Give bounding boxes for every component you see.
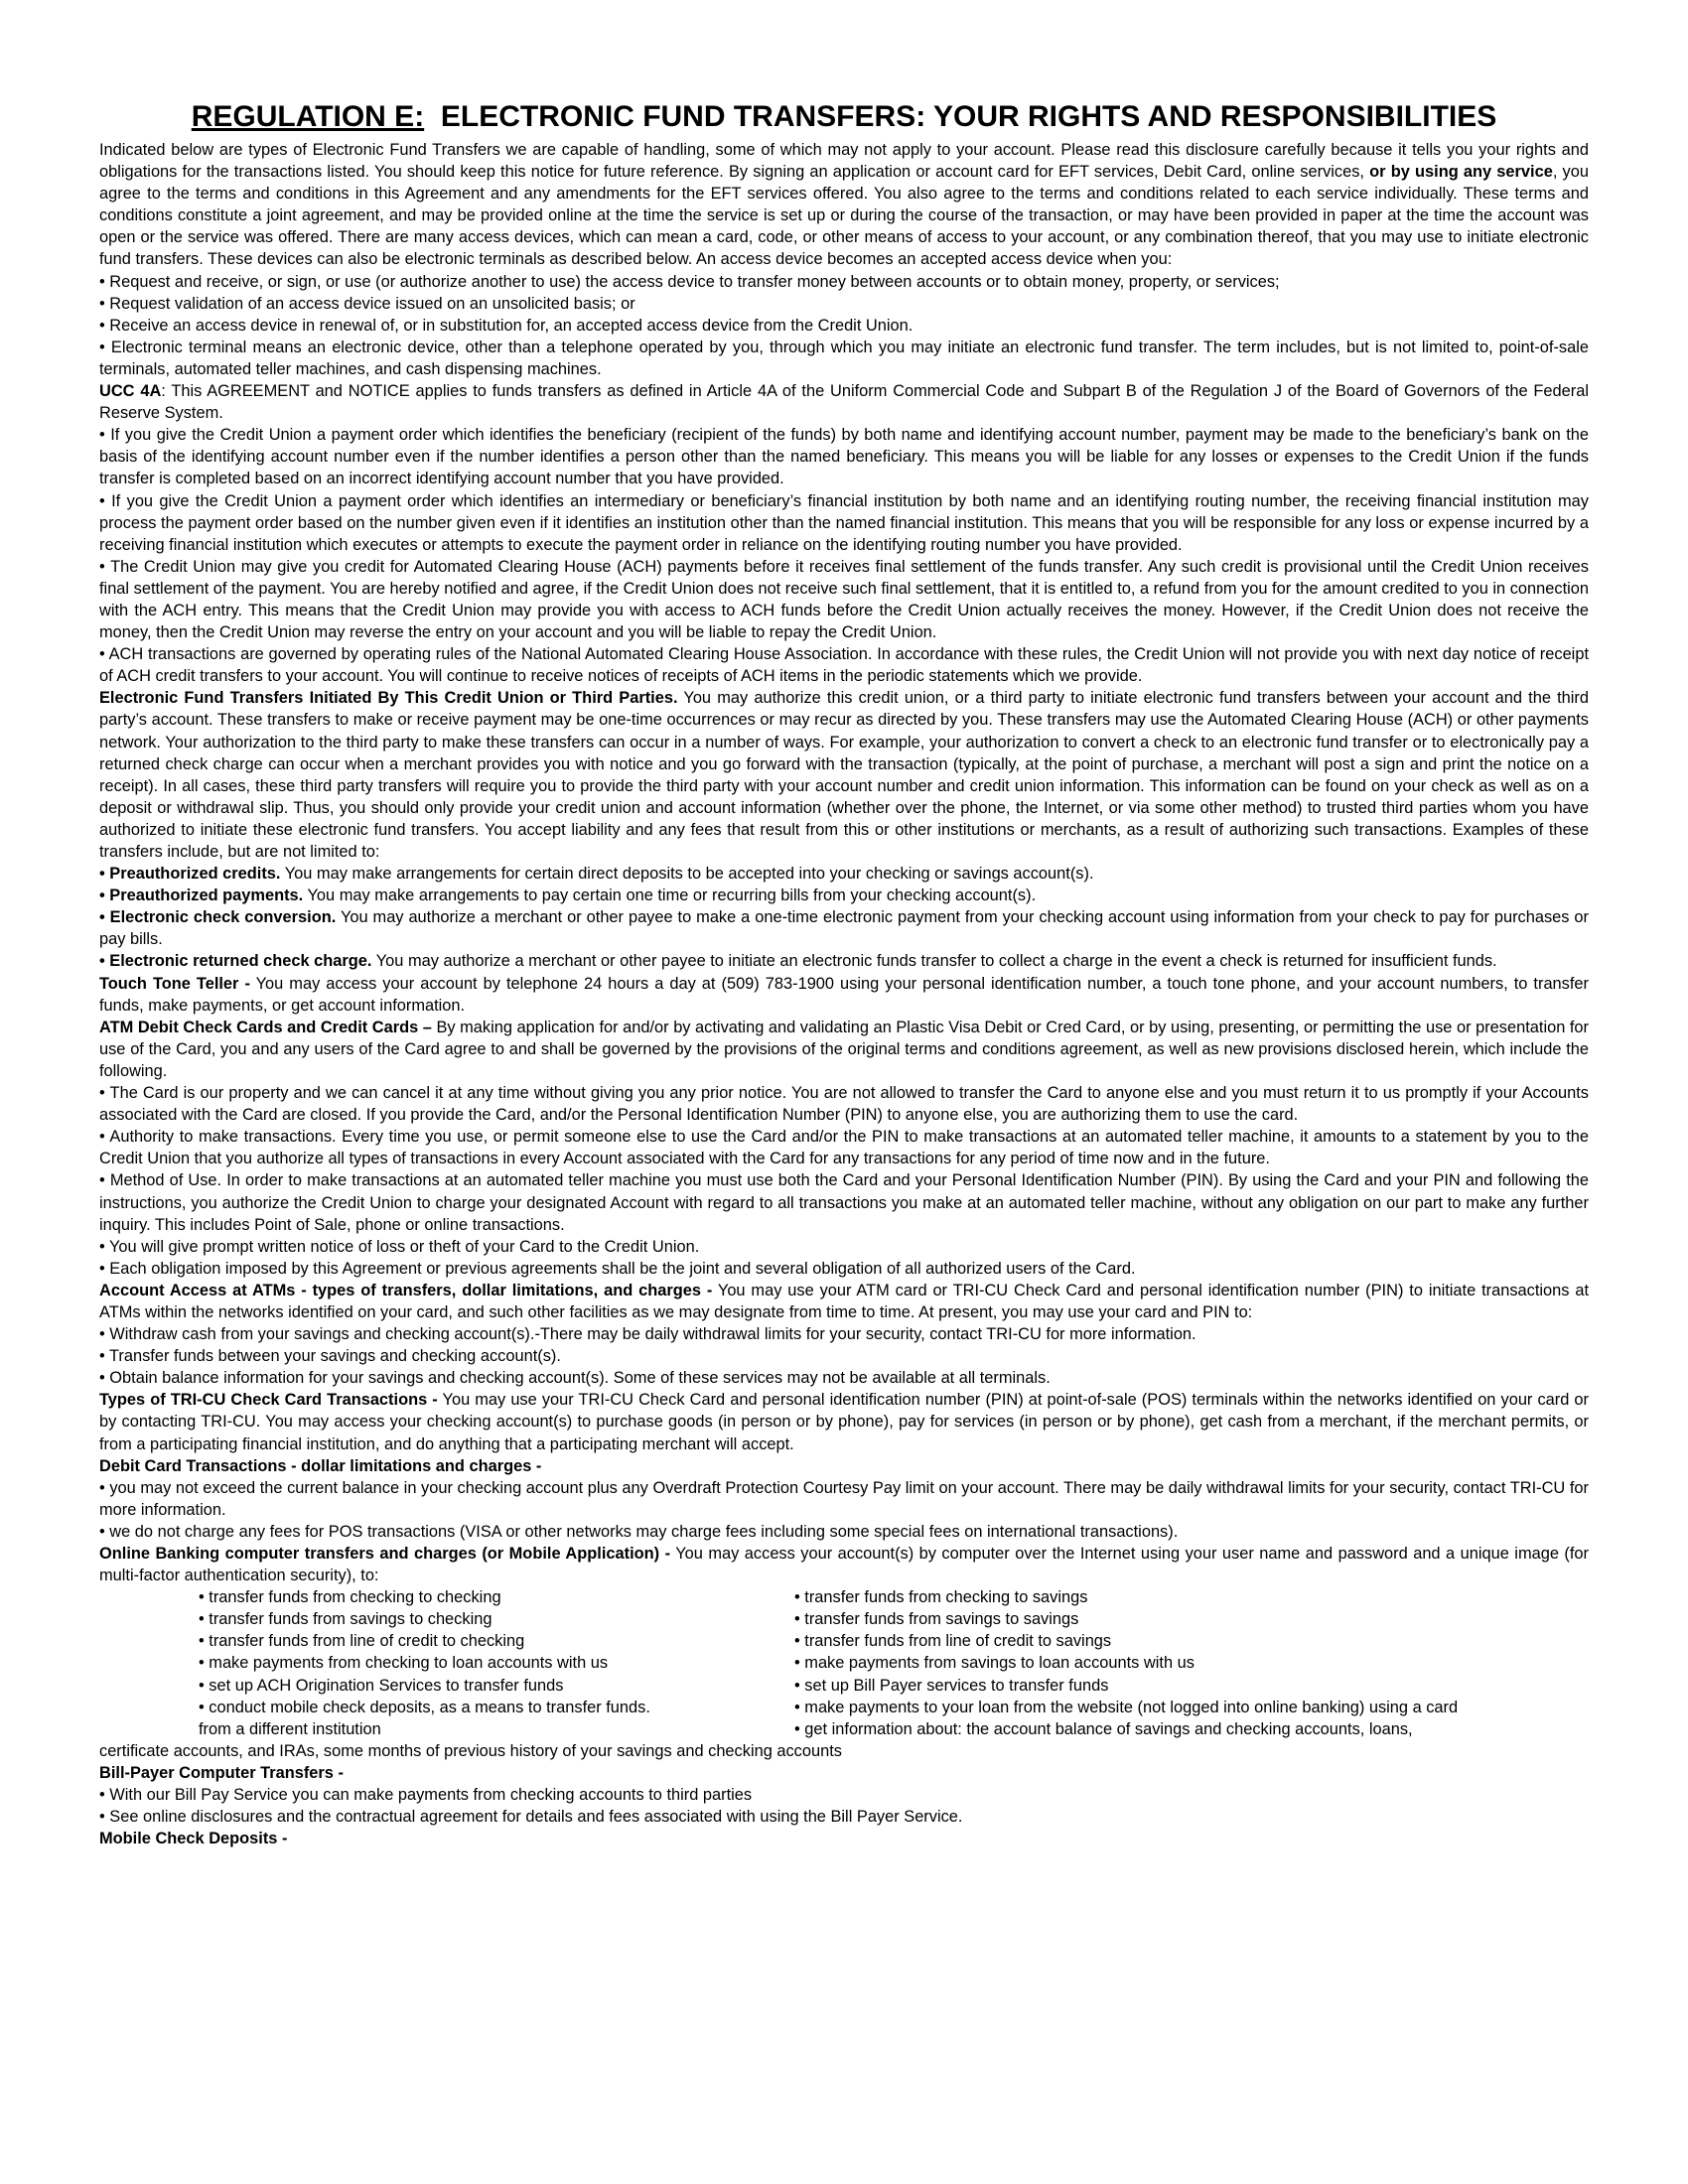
online-banking-list <box>199 1586 1589 1740</box>
title-prefix: REGULATION E: <box>191 100 425 133</box>
bill-payer-bullet: • See online disclosures and the contractual agreement for details and fees associated with using the Bill Payer Service. <box>99 1808 963 1827</box>
online-banking-paragraph: Online Banking computer transfers and charges (or Mobile Application) - You may access your account(s) by computer over the Internet using your user name and password and a unique image (for multi-factor authentication security), to: <box>99 1545 1590 1585</box>
ucc-bullet: • If you give the Credit Union a payment order which identifies the beneficiary (recipient of the funds) by both name and identifying account number, payment may be made to the beneficiary’s bank on the basis of the identifying account number even if the number identifies a person other than the named beneficiary. This means you will be liable for any losses or expenses to the Credit Union if the funds transfer is completed based on an incorrect identifying account number that you have provided. <box>99 426 1589 488</box>
eft-paragraph: Electronic Fund Transfers Initiated By This Credit Union or Third Parties. You may authorize this credit union, or a third party to initiate electronic fund transfers between your account and the third party’s account. These transfers to make or receive payment may be one-time occurrences or may recur as directed by you. These transfers may use the Automated Clearing House (ACH) or other payments network. Your authorization to the third party to make these transfers can occur in a number of ways. For example, your authorization to convert a check to an electronic fund transfer or to electronically pay a returned check charge can occur when a merchant provides you with notice and you go forward with the transaction (typically, at the point of purchase, a merchant will post a sign and print the notice on a receipt). In all cases, these third party transfers will require you to provide the third party with your account number and credit union information. This information can be found on your check as well as on a deposit or withdrawal slip. Thus, you should only provide your credit union and account information (whether over the phone, the Internet, or via some other method) to trusted third parties whom you have authorized to initiate these electronic fund transfers. You accept liability and any fees that result from this or other institutions or merchants, as a result of authorizing such transactions. Examples of these transfers include, but are not limited to: <box>99 689 1590 861</box>
atm-bullet: • Method of Use. In order to make transactions at an automated teller machine you must use both the Card and your Personal Identification Number (PIN). By using the Card and your PIN and following the instructions, you authorize the Credit Union to charge your designated Account with regard to all transactions you make at an automated teller machine, without any obligation on our part to make any further inquiry. This includes Point of Sale, phone or online transactions. <box>99 1171 1589 1234</box>
account-access-heading: Account Access at ATMs - types of transfers, dollar limitations, and charges - <box>99 1281 713 1299</box>
bill-payer-bullet: • With our Bill Pay Service you can make payments from checking accounts to third parties <box>99 1786 753 1805</box>
check-card-types-heading: Types of TRI-CU Check Card Transactions - <box>99 1391 438 1410</box>
debit-bullet: • you may not exceed the current balance in your checking account plus any Overdraft Protection Courtesy Pay limit on your account. There may be daily withdrawal limits for your security, contact TRI-CU for more information. <box>99 1478 1589 1519</box>
online-item-right: • set up Bill Payer services to transfer funds <box>794 1676 1109 1695</box>
eft-heading: Electronic Fund Transfers Initiated By This Credit Union or Third Parties. <box>99 689 678 708</box>
atm-cards-heading: ATM Debit Check Cards and Credit Cards – <box>99 1018 432 1036</box>
online-item-right: • get information about: the account balance of savings and checking accounts, loans, <box>794 1719 1413 1738</box>
account-access-item: • Withdraw cash from your savings and checking account(s).-There may be daily withdrawal limits for your security, contact TRI-CU for more information. <box>99 1325 1196 1344</box>
ucc-bullet: • ACH transactions are governed by operating rules of the National Automated Clearing House Association. In accordance with these rules, the Credit Union will not provide you with next day notice of receipt of ACH credit transfers to your account. You will continue to receive notices of receipts of ACH items in the periodic statements which we provide. <box>99 645 1589 686</box>
ucc-bullet: • The Credit Union may give you credit for Automated Clearing House (ACH) payments before it receives final settlement of the funds transfer. Any such credit is provisional until the Credit Union receives final settlement of the payment. You are hereby notified and agree, if the Credit Union does not receive such final settlement, that it is entitled to, a refund from you for the amount credited to you in connection with the ACH entry. This means that the Credit Union may provide you with access to ACH funds before the Credit Union actually receives the money. However, if the Credit Union does not receive the money, then the Credit Union may reverse the entry on your account and you will be liable to repay the Credit Union. <box>99 557 1589 642</box>
mobile-deposits-heading: Mobile Check Deposits - <box>99 1830 288 1848</box>
online-item-right: • make payments from savings to loan accounts with us <box>794 1654 1195 1673</box>
online-item-right: • transfer funds from savings to savings <box>794 1610 1079 1629</box>
eft-bullet: • Electronic returned check charge. You may authorize a merchant or other payee to initiate an electronic funds transfer to collect a charge in the event a check is returned for insufficient funds. <box>99 952 1497 971</box>
online-item-left: • set up ACH Origination Services to transfer funds <box>199 1676 564 1695</box>
online-item-right: • make payments to your loan from the website (not logged into online banking) using a card <box>794 1698 1459 1716</box>
online-item-left: • transfer funds from savings to checking <box>199 1610 492 1629</box>
online-item-left: from a different institution <box>199 1719 381 1738</box>
check-card-types-paragraph: Types of TRI-CU Check Card Transactions - You may use your TRI-CU Check Card and personal identification number (PIN) at point-of-sale (POS) terminals within the networks identified on your card or by contacting TRI-CU. You may access your checking account(s) to purchase goods (in person or by phone), pay for services (in person or by phone), get cash from a merchant, if the merchant permits, or from a participating financial institution, and do anything that a participating merchant will accept. <box>99 1391 1590 1453</box>
eft-bullet: • Preauthorized credits. You may make arrangements for certain direct deposits to be accepted into your checking or savings account(s). <box>99 865 1094 884</box>
document-body <box>99 139 1589 1849</box>
atm-bullet: • Authority to make transactions. Every time you use, or permit someone else to use the Card and/or the PIN to make transactions at an automated teller machine, it amounts to a statement by you to the Credit Union that you authorize all types of transactions in every Account associated with the Card for any transactions for any period of time now and in the future. <box>99 1128 1589 1168</box>
eft-bullet: • Electronic check conversion. You may authorize a merchant or other payee to make a one-time electronic payment from your checking account using information from your check to pay for purchases or pay bills. <box>99 908 1590 949</box>
access-bullet: • Receive an access device in renewal of, or in substitution for, an accepted access device from the Credit Union. <box>99 316 914 335</box>
online-item-left: • conduct mobile check deposits, as a means to transfer funds. <box>199 1698 650 1716</box>
ucc-heading: UCC 4A <box>99 382 162 401</box>
online-banking-heading: Online Banking computer transfers and charges (or Mobile Application) - <box>99 1545 671 1563</box>
online-item-right: • transfer funds from line of credit to savings <box>794 1632 1112 1651</box>
debit-card-heading: Debit Card Transactions - dollar limitations and charges - <box>99 1456 542 1475</box>
online-item-right: • transfer funds from checking to savings <box>794 1588 1088 1607</box>
eft-bullet: • Preauthorized payments. You may make arrangements to pay certain one time or recurring bills from your checking account(s). <box>99 887 1037 905</box>
atm-bullet: • You will give prompt written notice of loss or theft of your Card to the Credit Union. <box>99 1237 700 1256</box>
access-bullet: • Request validation of an access device issued on an unsolicited basis; or <box>99 294 635 313</box>
ucc-bullet: • If you give the Credit Union a payment order which identifies an intermediary or beneficiary’s financial institution by both name and an identifying routing number, the receiving financial institution may process the payment order based on the number given even if it identifies an institution other than the named financial institution. This means that you will be responsible for any loss or expense incurred by a receiving financial institution which executes or attempts to execute the payment order in reliance on the identifying routing number you have provided. <box>99 491 1589 554</box>
account-access-item: • Obtain balance information for your savings and checking account(s). Some of these services may not be available at all terminals. <box>99 1369 1051 1388</box>
intro-paragraph: Indicated below are types of Electronic Fund Transfers we are capable of handling, some of which may not apply to your account. Please read this disclosure carefully because it tells you your rights and obligations for the transactions listed. You should keep this notice for future reference. By signing an application or account card for EFT services, Debit Card, online services, or by using any service, you agree to the terms and conditions in this Agreement and any amendments for the EFT services offered. You also agree to the terms and conditions related to each service individually. These terms and conditions constitute a joint agreement, and may be provided online at the time the service is set up or during the course of the transaction, or may have been provided in paper at the time the account was open or the service was offered. There are many access devices, which can mean a card, code, or other means of access to your account, or any combination thereof, that you may use to initiate electronic fund transfers. These devices can also be electronic terminals as described below. An access device becomes an accepted access device when you: <box>99 141 1589 269</box>
online-item-left: • make payments from checking to loan accounts with us <box>199 1654 609 1673</box>
access-bullet: • Electronic terminal means an electronic device, other than a telephone operated by you, through which you may initiate an electronic fund transfer. The term includes, but is not limited to, point-of-sale terminals, automated teller machines, and cash dispensing machines. <box>99 338 1589 378</box>
touch-tone-paragraph: Touch Tone Teller - You may access your account by telephone 24 hours a day at (509) 783-1900 using your personal identification number, a touch tone phone, and your account numbers, to transfer funds, make payments, or get account information. <box>99 974 1589 1015</box>
ucc-paragraph: UCC 4A: This AGREEMENT and NOTICE applies to funds transfers as defined in Article 4A of the Uniform Commercial Code and Subpart B of the Regulation J of the Board of Governors of the Federal Reserve System. <box>99 382 1589 423</box>
page-title <box>99 99 1589 135</box>
title-rest: ELECTRONIC FUND TRANSFERS: YOUR RIGHTS AND RESPONSIBILITIES <box>440 100 1497 133</box>
atm-bullet: • The Card is our property and we can cancel it at any time without giving you any prior notice. You are not allowed to transfer the Card to anyone else and you must return it to us promptly if your Accounts associated with the Card are closed. If you provide the Card, and/or the Personal Identification Number (PIN) to anyone else, you are authorizing them to use the card. <box>99 1084 1589 1125</box>
account-access-paragraph: Account Access at ATMs - types of transfers, dollar limitations, and charges - You may use your ATM card or TRI-CU Check Card and personal identification number (PIN) to initiate transactions at ATMs within the networks identified on your card, and such other facilities as we may designate from time to time. At present, you may use your card and PIN to: <box>99 1281 1590 1321</box>
online-item-left: • transfer funds from checking to checking <box>199 1588 501 1607</box>
account-access-item: • Transfer funds between your savings and checking account(s). <box>99 1347 561 1366</box>
bill-payer-heading: Bill-Payer Computer Transfers - <box>99 1763 344 1782</box>
debit-bullet: • we do not charge any fees for POS transactions (VISA or other networks may charge fees including some special fees on international transactions). <box>99 1522 1179 1541</box>
access-bullet: • Request and receive, or sign, or use (or authorize another to use) the access device to transfer money between accounts or to obtain money, property, or services; <box>99 272 1280 291</box>
atm-cards-paragraph: ATM Debit Check Cards and Credit Cards – By making application for and/or by activating and validating an Plastic Visa Debit or Cred Card, or by using, presenting, or permitting the use or presentation for use of the Card, you and any users of the Card agree to and shall be governed by the provisions of the original terms and conditions agreement, as well as new provisions disclosed herein, which include the following. <box>99 1018 1589 1080</box>
atm-bullet: • Each obligation imposed by this Agreement or previous agreements shall be the joint and several obligation of all authorized users of the Card. <box>99 1259 1136 1278</box>
online-item-left: • transfer funds from line of credit to checking <box>199 1632 525 1651</box>
touch-tone-heading: Touch Tone Teller - <box>99 974 250 993</box>
online-item-continuation: certificate accounts, and IRAs, some months of previous history of your savings and checking accounts <box>99 1741 842 1760</box>
